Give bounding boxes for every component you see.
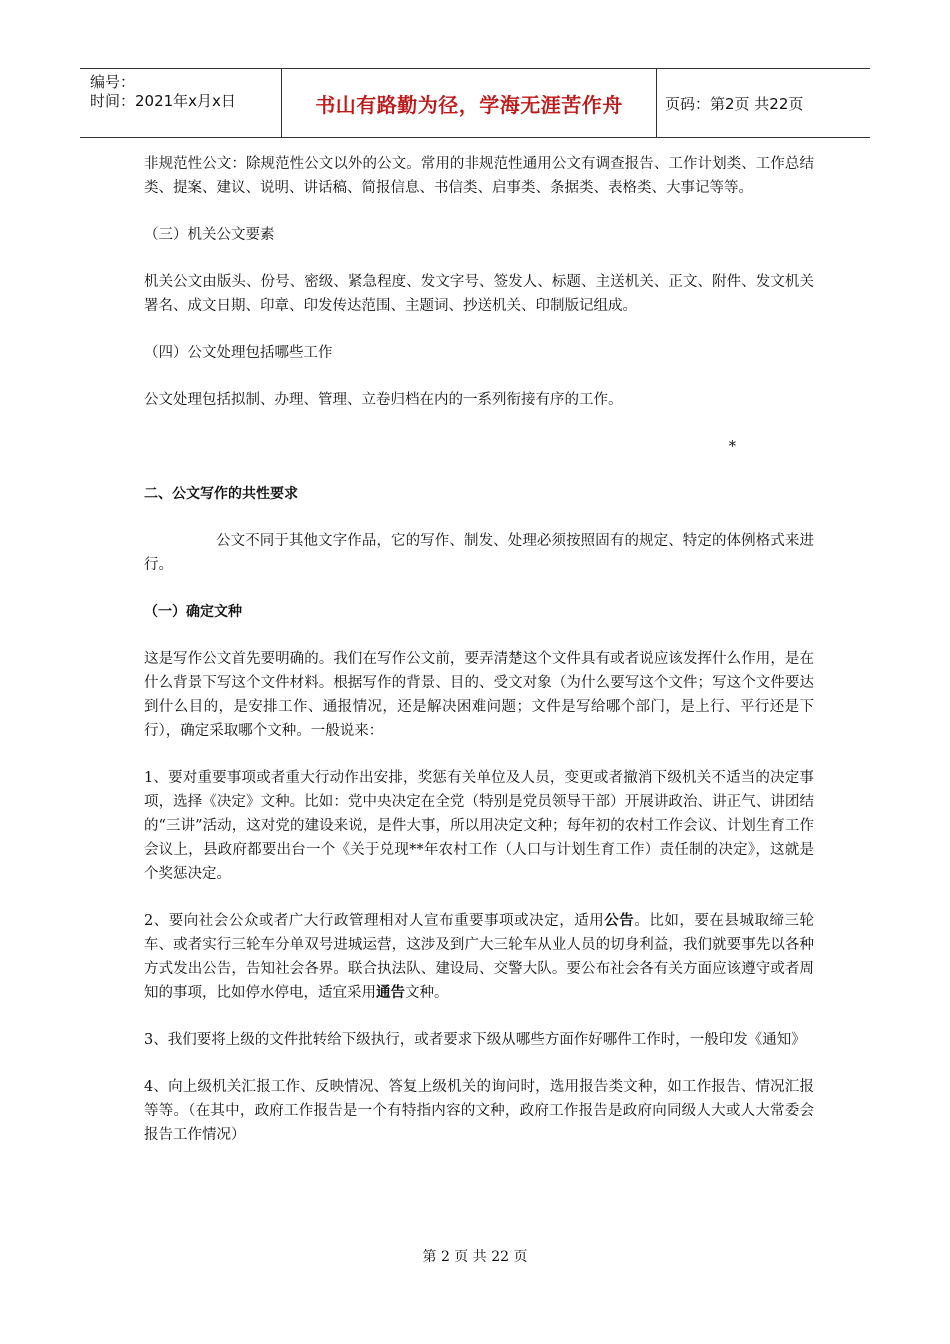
document-date: 时间：2021年x月x日 [90, 92, 236, 110]
header-page-info [657, 69, 870, 137]
footer-page-number: 第 2 页 共 22 页 [422, 1249, 528, 1265]
text-run: 2、要向社会公众或者广大行政管理相对人宣布重要事项或决定，适用 [144, 913, 605, 929]
paragraph: 机关公文由版头、份号、密级、紧急程度、发文字号、签发人、标题、主送机关、正文、附件、发文机关署名、成文日期、印章、印发传达范围、主题词、抄送机关、印制版记组成。 [144, 274, 814, 314]
header-meta [80, 69, 282, 137]
paragraph: 公文不同于其他文字作品，它的写作、制发、处理必须按照固有的规定、特定的体例格式来进行。 [144, 533, 814, 573]
page-info-text: 页码：第2页 共22页 [665, 94, 804, 113]
subsection-heading: （一）确定文种 [144, 604, 242, 620]
paragraph: 非规范性公文：除规范性公文以外的公文。常用的非规范性通用公文有调查报告、工作计划类、工作总结类、提案、建议、说明、讲话稿、简报信息、书信类、启事类、条据类、表格类、大事记等等。 [144, 156, 814, 196]
bold-term-tonggao: 通告 [376, 984, 405, 1001]
document-body [144, 152, 814, 1147]
bold-term-gonggao: 公告 [604, 912, 635, 929]
page-header [80, 68, 870, 138]
motto-text: 书山有路勤为径，学海无涯苦作舟 [315, 92, 623, 117]
paragraph [144, 909, 814, 1005]
separator-star: * [728, 439, 736, 455]
text-run: 文种。 [405, 985, 449, 1001]
section-heading: （四）公文处理包括哪些工作 [144, 345, 333, 361]
paragraph: 公文处理包括拟制、办理、管理、立卷归档在内的一系列衔接有序的工作。 [144, 392, 623, 408]
paragraph: 这是写作公文首先要明确的。我们在写作公文前，要弄清楚这个文件具有或者说应该发挥什么作用，是在什么背景下写这个文件材料。根据写作的背景、目的、受文对象（为什么要写这个文件；写这个文件要达到什么目的，是安排工作、通报情况，还是解决困难问题；文件是写给哪个部门，是上行、平行还是下行），确定采取哪个文种。一般说来： [144, 651, 814, 739]
section-heading: （三）机关公文要素 [144, 227, 275, 243]
paragraph: 1、要对重要事项或者重大行动作出安排，奖惩有关单位及人员，变更或者撤消下级机关不适当的决定事项，选择《决定》文种。比如：党中央决定在全党（特别是党员领导干部）开展讲政治、讲正气、讲团结的“三讲”活动，这对党的建设来说，是件大事，所以用决定文种；每年初的农村工作会议、计划生育工作会议上，县政府都要出台一个《关于兑现**年农村工作（人口与计划生育工作）责任制的决定》，这就是个奖惩决定。 [144, 770, 814, 882]
paragraph: 4、向上级机关汇报工作、反映情况、答复上级机关的询问时，选用报告类文种，如工作报告、情况汇报等等。（在其中，政府工作报告是一个有特指内容的文种，政府工作报告是政府向同级人大或人大常委会报告工作情况） [144, 1079, 814, 1143]
header-motto-cell [282, 69, 657, 137]
document-number-label: 编号： [90, 73, 136, 91]
chapter-heading: 二、公文写作的共性要求 [144, 486, 298, 502]
text-run: 。比如，要在县城取缔三轮车、或者实行三轮车分单双号进城运营，这涉及到广大三轮车从业人员的切身利益，我们就要事先以各种方式发出公告，告知社会各界。联合执法队、建设局、交警大队。要公布社会各有关方面应该遵守或者周知的事项，比如停水停电，适宜采用 [144, 913, 815, 1001]
paragraph: 3、我们要将上级的文件批转给下级执行，或者要求下级从哪些方面作好哪件工作时，一般印发《通知》 [144, 1032, 806, 1048]
page-footer [0, 1246, 950, 1266]
